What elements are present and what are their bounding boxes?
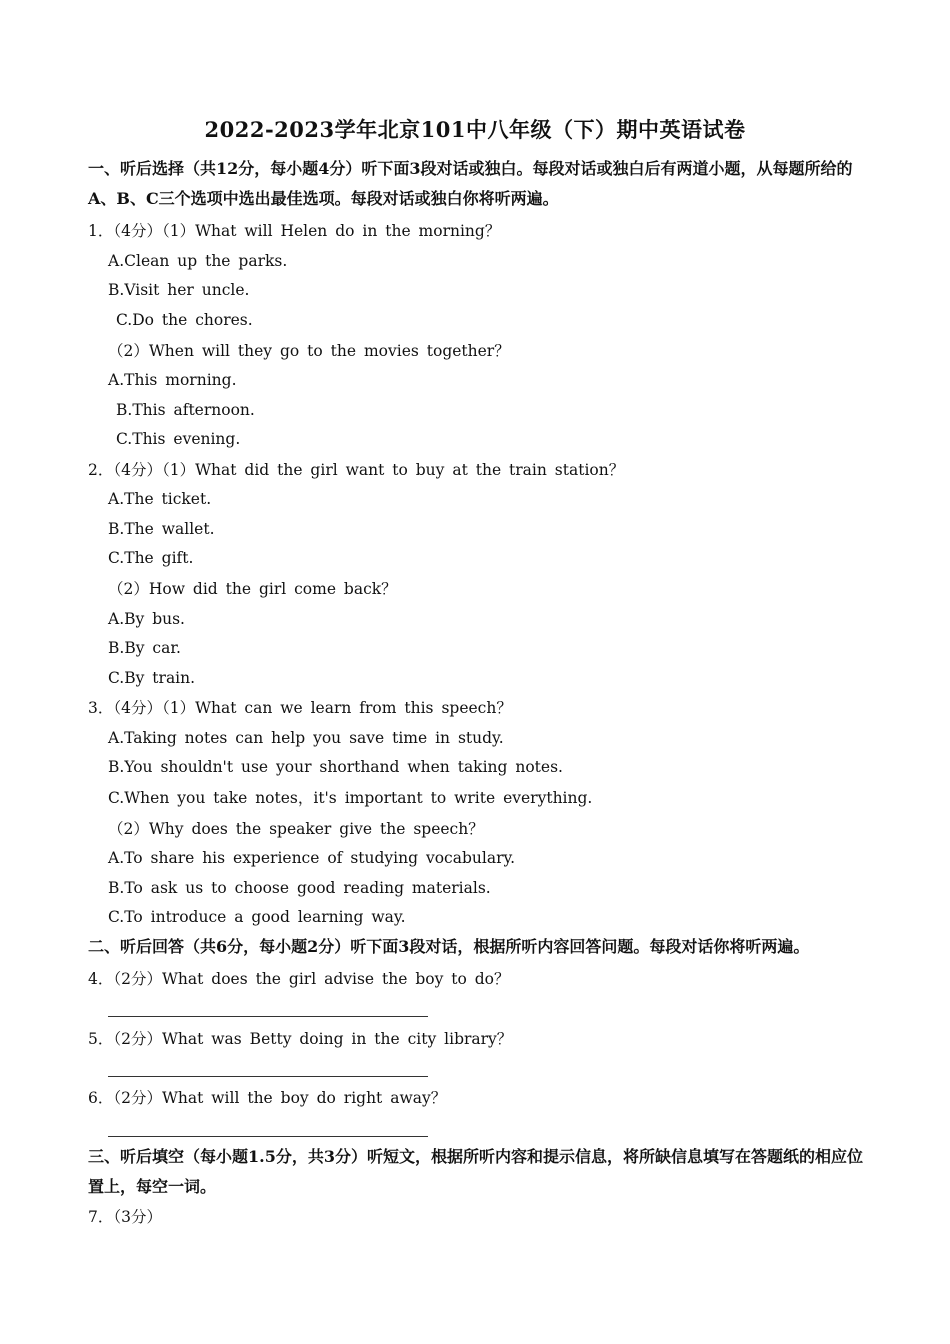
- q3-option-a: A.Taking notes can help you save time in study.: [108, 729, 504, 747]
- q1-sub2-option-b: B.This afternoon.: [116, 401, 255, 419]
- q4-answer-line[interactable]: [108, 1015, 428, 1017]
- q1-option-c: C.Do the chores.: [116, 311, 253, 329]
- q2-sub2-stem: （2）How did the girl come back？: [108, 580, 397, 598]
- q2-sub2-option-a: A.By bus.: [108, 610, 185, 628]
- question-6-stem: 6．（2分）What will the boy do right away？: [88, 1089, 447, 1107]
- q1-option-b: B.Visit her uncle.: [108, 281, 250, 299]
- q2-sub2-option-c: C.By train.: [108, 669, 196, 687]
- q2-option-a: A.The ticket.: [108, 490, 212, 508]
- q2-sub2-option-b: B.By car.: [108, 639, 181, 657]
- question-4-stem: 4．（2分）What does the girl advise the boy to do？: [88, 970, 510, 988]
- question-2-stem: 2．（4分）（1）What did the girl want to buy at the train station？: [88, 461, 625, 479]
- q3-sub2-option-c: C.To introduce a good learning way.: [108, 908, 406, 926]
- q2-option-b: B.The wallet.: [108, 520, 215, 538]
- q6-answer-line[interactable]: [108, 1135, 428, 1137]
- question-1-stem: 1．（4分）（1）What will Helen do in the morning？: [88, 222, 501, 240]
- q3-sub2-stem: （2）Why does the speaker give the speech？: [108, 820, 484, 838]
- q1-sub2-option-c: C.This evening.: [116, 430, 241, 448]
- q5-answer-line[interactable]: [108, 1075, 428, 1077]
- section-3-heading: 三、听后填空（每小题1.5分，共3分）听短文，根据所听内容和提示信息，将所缺信息填写在答题纸的相应位置上，每空一词。: [88, 1147, 863, 1196]
- exam-title: 2022-2023学年北京101中八年级（下）期中英语试卷: [204, 117, 746, 142]
- question-3-stem: 3．（4分）（1）What can we learn from this speech？: [88, 699, 512, 717]
- section-1-heading: 一、听后选择（共12分，每小题4分）听下面3段对话或独白。每段对话或独白后有两道小题，从每题所给的A、B、C三个选项中选出最佳选项。每段对话或独白你将听两遍。: [88, 159, 853, 208]
- question-5-stem: 5．（2分）What was Betty doing in the city library？: [88, 1030, 513, 1048]
- q3-option-b: B.You shouldn't use your shorthand when taking notes.: [108, 758, 563, 776]
- section-2-heading: 二、听后回答（共6分，每小题2分）听下面3段对话，根据所听内容回答问题。每段对话你将听两遍。: [88, 937, 810, 956]
- q3-option-c: C.When you take notes，it's important to write everything.: [108, 789, 593, 807]
- q1-option-a: A.Clean up the parks.: [108, 252, 288, 270]
- q3-sub2-option-a: A.To share his experience of studying vocabulary.: [108, 849, 516, 867]
- q1-sub2-stem: （2）When will they go to the movies together？: [108, 342, 510, 360]
- q1-sub2-option-a: A.This morning.: [108, 371, 237, 389]
- question-7-stem: 7．（3分）: [88, 1208, 162, 1226]
- q2-option-c: C.The gift.: [108, 549, 194, 567]
- q3-sub2-option-b: B.To ask us to choose good reading materials.: [108, 879, 491, 897]
